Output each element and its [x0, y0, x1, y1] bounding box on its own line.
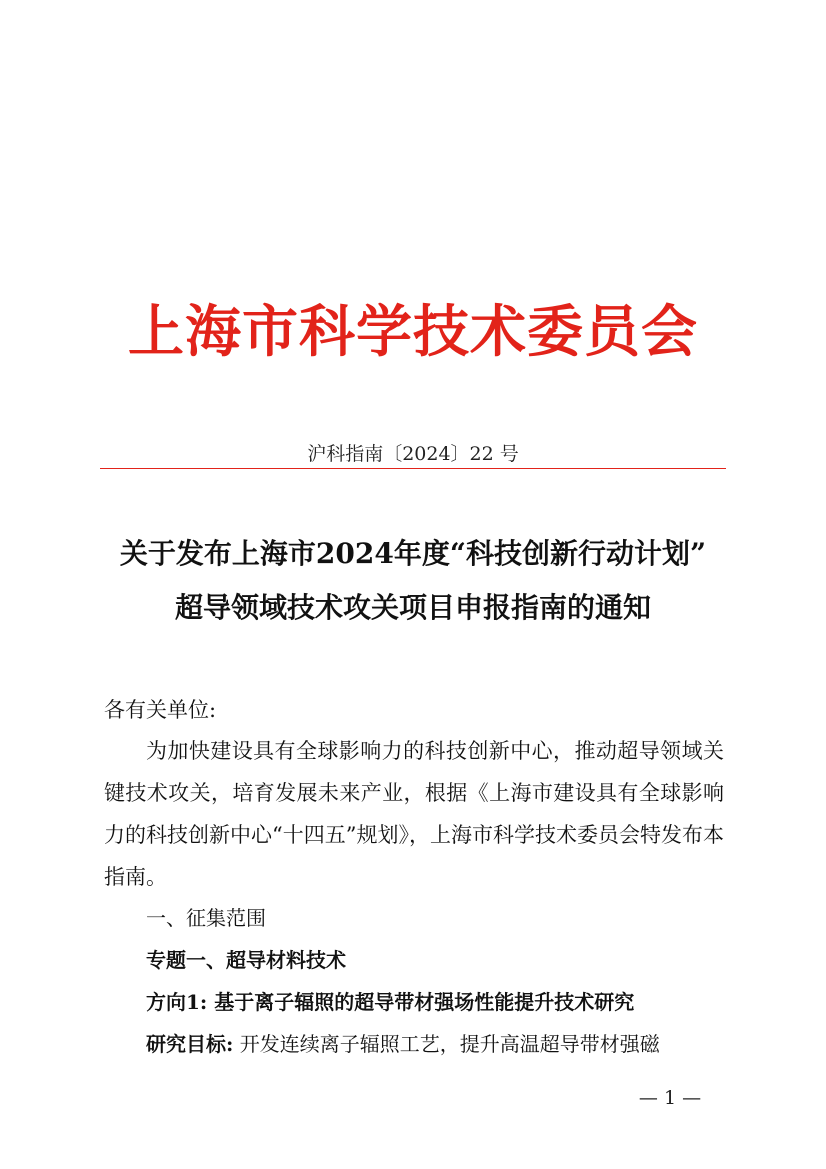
salutation: 各有关单位: [104, 698, 217, 722]
notice-title-line-1: 关于发布上海市2024年度“科技创新行动计划” [119, 537, 707, 570]
page-number: — 1 — [638, 1087, 702, 1109]
topic-heading: 专题一、超导材料技术 [146, 948, 346, 972]
section-heading-scope: 一、征集范围 [146, 906, 266, 930]
research-goal-text: 开发连续离子辐照工艺，提升高温超导带材强磁 [233, 1032, 660, 1056]
intro-paragraph: 为加快建设具有全球影响力的科技创新中心，推动超导领域关键技术攻关，培育发展未来产业，根据《上海市建设具有全球影响力的科技创新中心“十四五”规划》，上海市科学技术委员会特发布本指南。 [104, 739, 724, 889]
agency-title: 上海市科学技术委员会 [128, 299, 698, 365]
research-goal-line [146, 1026, 660, 1062]
document-number: 沪科指南〔2024〕22 号 [307, 443, 519, 465]
research-goal-label: 研究目标: [146, 1032, 234, 1056]
direction-heading: 方向1: 基于离子辐照的超导带材强场性能提升技术研究 [146, 990, 635, 1014]
red-divider-line [100, 468, 726, 469]
notice-title-line-2: 超导领域技术攻关项目申报指南的通知 [174, 591, 651, 624]
